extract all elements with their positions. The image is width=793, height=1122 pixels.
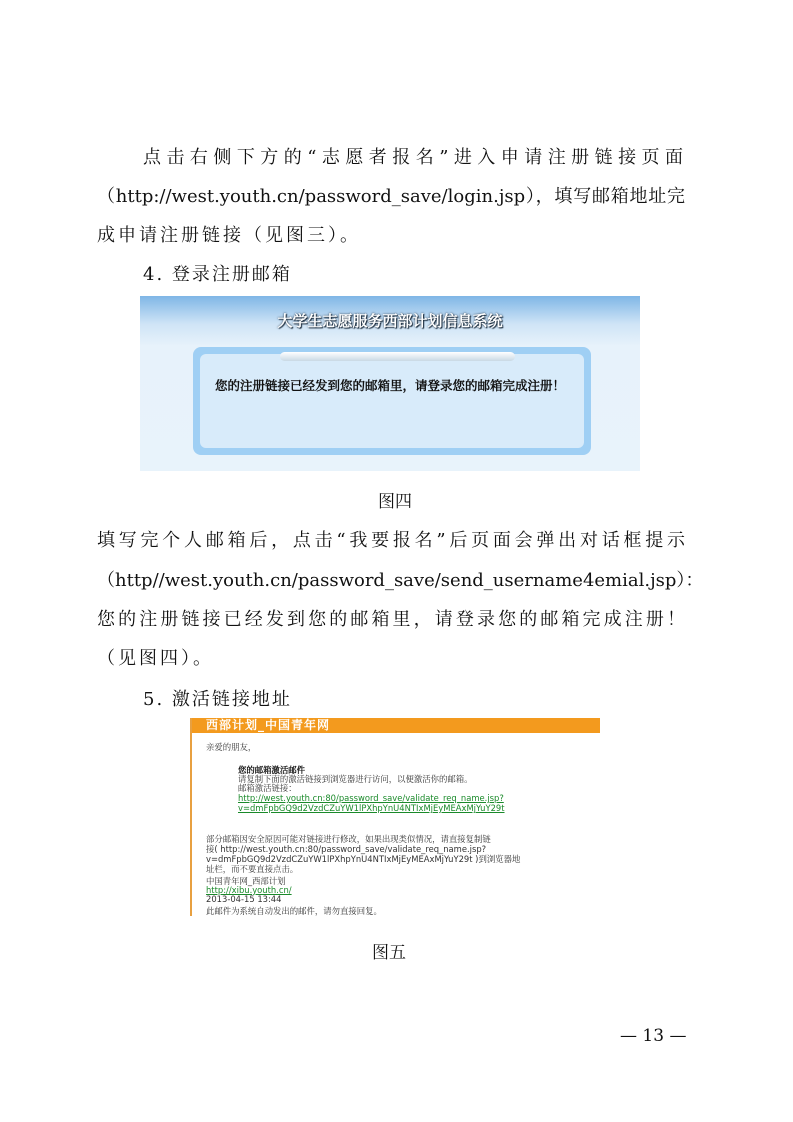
dialog-message: 您的注册链接已经发到您的邮箱里，请登录您的邮箱完成注册！	[215, 378, 566, 393]
para2-line4: （见图四）。	[97, 648, 214, 669]
email-note-3: v=dmFpbGQ9d2VzdCZuYW1lPXhpYnU4NTIxMjEyMEAxMjYuY29t )到浏览器地	[206, 854, 521, 864]
email-note-2: 接( http://west.youth.cn:80/password_save/validate_req_name.jsp?	[206, 844, 487, 854]
email-note-1: 部分邮箱因安全原因可能对链接进行修改，如果出现类似情况，请直接复制链	[206, 834, 491, 844]
email-greeting: 亲爱的朋友，	[206, 742, 257, 752]
dialog-box	[193, 347, 591, 455]
para2-line2: （http//west.youth.cn/password_save/send_username4emial.jsp）：	[97, 570, 704, 591]
email-note-4: 址栏，而不要直接点击。	[206, 864, 299, 874]
para1-line3: 成申请注册链接（见图三）。	[97, 225, 361, 246]
para2-line1: 填写完个人邮箱后，点击“我要报名”后页面会弹出对话框提示	[97, 530, 685, 551]
email-subject: 您的邮箱激活邮件	[238, 765, 305, 775]
email-header: 西部计划_中国青年网	[192, 718, 600, 733]
heading-4: 4. 登录注册邮箱	[143, 264, 292, 285]
figure-4-screenshot	[140, 296, 640, 471]
para2-line3: 您的注册链接已经发到您的邮箱里，请登录您的邮箱完成注册！	[97, 609, 685, 630]
site-link[interactable]: http://xibu.youth.cn/	[206, 885, 292, 895]
heading-5: 5. 激活链接地址	[143, 689, 292, 710]
email-link-label: 邮箱激活链接：	[238, 783, 297, 793]
para1-line1: 点击右侧下方的“志愿者报名”进入申请注册链接页面	[143, 147, 685, 168]
email-footer: 此邮件为系统自动发出的邮件，请勿直接回复。	[206, 906, 382, 916]
email-sign: 中国青年网_西部计划	[206, 876, 286, 886]
para1-line2: （http://west.youth.cn/password_save/login.jsp），填写邮箱地址完	[97, 186, 685, 207]
email-date: 2013-04-15 13:44	[206, 894, 282, 904]
figure-4-caption: 图四	[378, 492, 412, 512]
page-number: — 13 —	[620, 1026, 687, 1046]
email-instruction: 请复制下面的激活链接到浏览器进行访问，以便激活你的邮箱。	[238, 774, 473, 784]
activation-link-1[interactable]: http://west.youth.cn:80/password_save/validate_req_name.jsp?	[238, 793, 504, 803]
activation-link-2[interactable]: v=dmFpbGQ9d2VzdCZuYW1lPXhpYnU4NTIxMjEyMEAxMjYuY29t	[238, 803, 505, 813]
figure-5-email-screenshot	[190, 718, 600, 916]
system-title: 大学生志愿服务西部计划信息系统	[277, 312, 503, 330]
figure-5-caption: 图五	[372, 943, 406, 963]
